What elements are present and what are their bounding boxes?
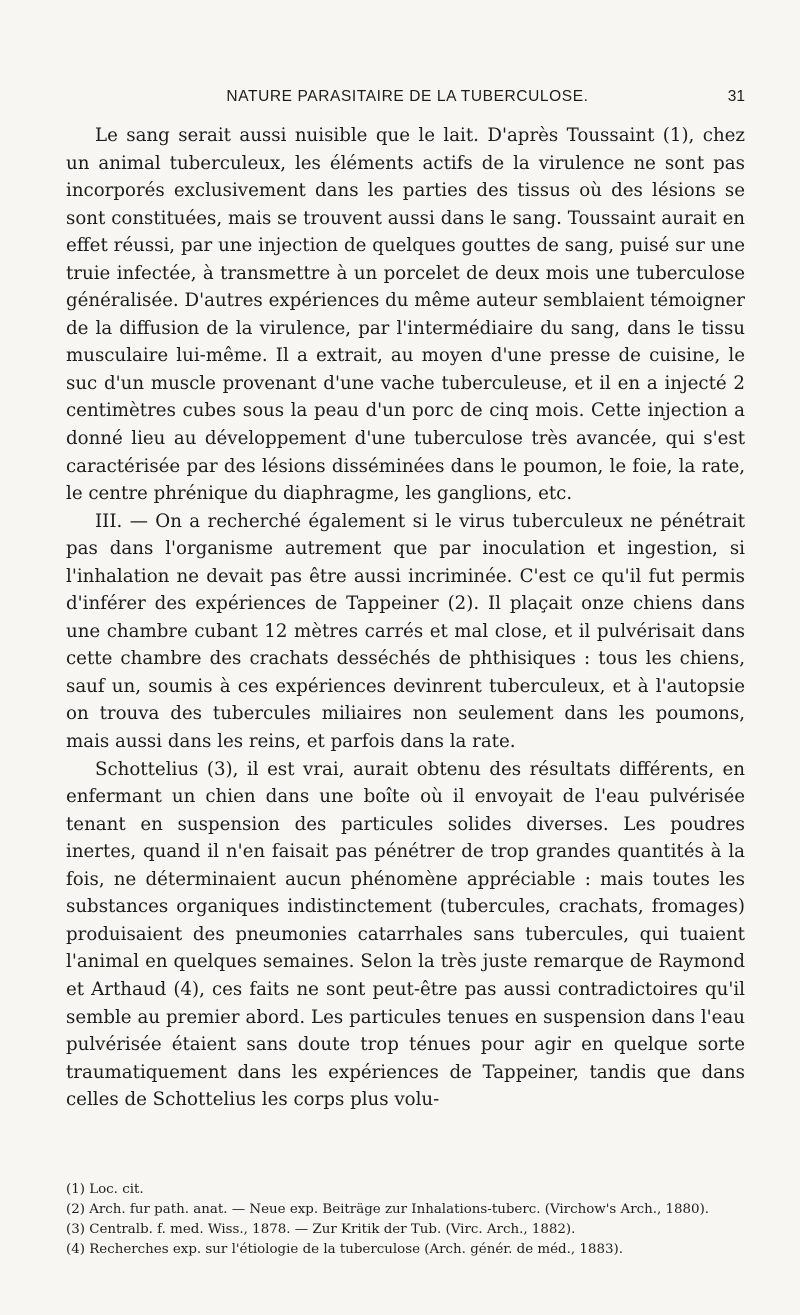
footnote: (2) Arch. fur path. anat. — Neue exp. Beiträge zur Inhalations-tuberc. (Virchow's Arch., 1880). [66,1202,710,1217]
page-number: 31 [727,88,745,105]
running-title: NATURE PARASITAIRE DE LA TUBERCULOSE. [226,88,589,105]
paragraph: Le sang serait aussi nuisible que le lait. D'après Toussaint (1), chez un animal tuberculeux, les éléments actifs de la virulence ne sont pas incorporés exclusivement dans les parties des tissus où des lésions se sont constituées, mais se trouvent aussi dans le sang. Toussaint aurait en effet réussi, par une injection de quelques gouttes de sang, puisé sur une truie infectée, à transmettre à un porcelet de deux mois une tuberculose généralisée. D'autres expériences du même auteur semblaient témoigner de la diffusion de la virulence, par l'intermédiaire du sang, dans le tissu musculaire lui-même. Il a extrait, au moyen d'une presse de cuisine, le suc d'un muscle provenant d'une vache tuberculeuse, et il en a injecté 2 centimètres cubes sous la peau d'un porc de cinq mois. Cette injection a donné lieu au développement d'une tuberculose très avancée, qui s'est caractérisée par des lésions disséminées dans le poumon, le foie, la rate, le centre phrénique du diaphragme, les ganglions, etc. [66,125,745,505]
footnote: (4) Recherches exp. sur l'étiologie de la tuberculose (Arch. génér. de méd., 1883). [66,1242,623,1257]
footnotes [66,1180,745,1260]
body-text [66,122,745,1114]
footnote: (1) Loc. cit. [66,1182,144,1197]
page-header [70,88,745,114]
paragraph: III. — On a recherché également si le virus tuberculeux ne pénétrait pas dans l'organisme autrement que par inoculation et ingestion, si l'inhalation ne devait pas être aussi incriminée. C'est ce qu'il fut permis d'inférer des expériences de Tappeiner (2). Il plaçait onze chiens dans une chambre cubant 12 mètres carrés et mal close, et il pulvérisait dans cette chambre des crachats desséchés de phthisiques : tous les chiens, sauf un, soumis à ces expériences devinrent tuberculeux, et à l'autopsie on trouva des tubercules miliaires non seulement dans les poumons, mais aussi dans les reins, et parfois dans la rate. [66,510,745,753]
footnote: (3) Centralb. f. med. Wiss., 1878. — Zur Kritik der Tub. (Virc. Arch., 1882). [66,1222,576,1237]
paragraph: Schottelius (3), il est vrai, aurait obtenu des résultats différents, en enfermant un chien dans une boîte où il envoyait de l'eau pulvérisée tenant en suspension des particules solides diverses. Les poudres inertes, quand il n'en faisait pas pénétrer de trop grandes quantités à la fois, ne déterminaient aucun phénomène appréciable : mais toutes les substances organiques indistinctement (tubercules, crachats, fromages) produisaient des pneumonies catarrhales sans tubercules, qui tuaient l'animal en quelques semaines. Selon la très juste remarque de Raymond et Arthaud (4), ces faits ne sont peut-être pas aussi contradictoires qu'il semble au premier abord. Les particules tenues en suspension dans l'eau pulvérisée étaient sans doute trop ténues pour agir en quelque sorte traumatiquement dans les expériences de Tappeiner, tandis que dans celles de Schottelius les corps plus volu- [66,758,745,1111]
